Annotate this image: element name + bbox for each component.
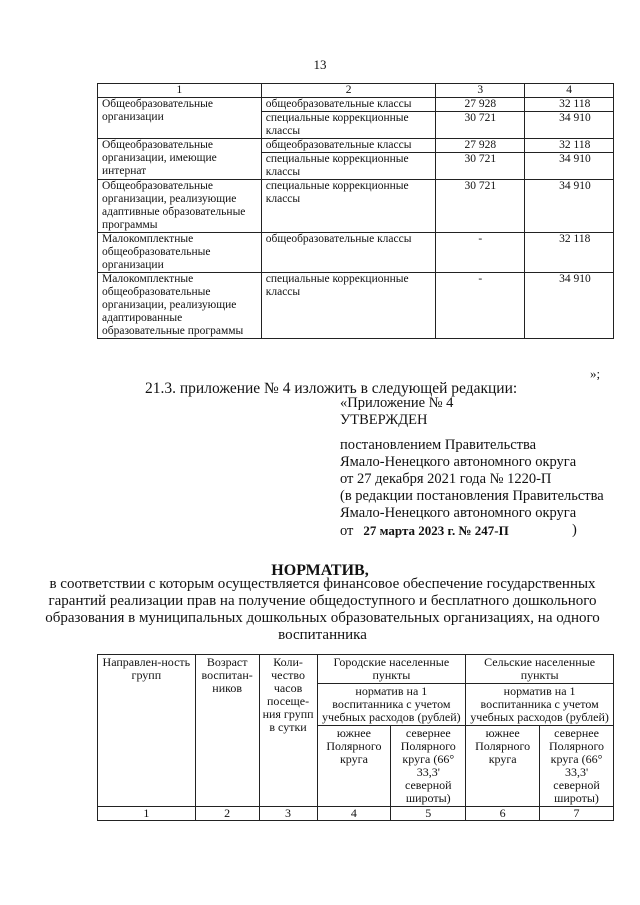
closing-quote: »; (590, 366, 601, 381)
approval-header (340, 395, 453, 429)
value-cell: 34 910 (525, 112, 614, 139)
urban-south-header: южнее Полярного круга (317, 726, 391, 807)
approval-block (340, 437, 604, 540)
rural-norm-header: норматив на 1 воспитанника с учетом учебных расходов (рублей) (466, 684, 614, 726)
header-cell: 1 (98, 84, 262, 98)
value-cell: 34 910 (525, 273, 614, 339)
table-row (98, 180, 614, 233)
table-row (98, 273, 614, 339)
value-cell: 34 910 (525, 180, 614, 233)
value-cell: 30 721 (436, 180, 525, 233)
column-number: 3 (259, 807, 317, 821)
value-cell: 32 118 (525, 98, 614, 112)
column-number-row (98, 807, 614, 821)
value-cell: 27 928 (436, 139, 525, 153)
approval-line: Ямало-Ненецкого автономного округа (340, 454, 577, 470)
value-cell: - (436, 273, 525, 339)
header-cell: 2 (261, 84, 436, 98)
page-number: 13 (313, 57, 327, 72)
value-cell: 32 118 (525, 139, 614, 153)
class-type-cell: общеобразовательные классы (261, 139, 436, 153)
column-number: 7 (540, 807, 614, 821)
org-type-cell: Общеобразовательные организации, реализующие адаптивные образовательные программы (98, 180, 262, 233)
value-cell: - (436, 233, 525, 273)
rural-north-header: севернее Полярного круга (66° 33,3' северной широты) (540, 726, 614, 807)
value-cell: 34 910 (525, 153, 614, 180)
amendment-date: 27 марта 2023 г. № 247-П (363, 523, 509, 538)
value-cell: 30 721 (436, 153, 525, 180)
approval-date-line (340, 522, 604, 540)
class-type-cell: специальные коррекционные классы (261, 112, 436, 139)
approved-label: УТВЕРЖДЕН (340, 412, 428, 428)
normative-table (97, 654, 614, 821)
class-type-cell: общеобразовательные классы (261, 98, 436, 112)
approval-line: от 27 декабря 2021 года № 1220-П (340, 471, 552, 487)
urban-north-header: севернее Полярного круга (66° 33,3' северной широты) (391, 726, 466, 807)
approval-line: Ямало-Ненецкого автономного округа (340, 505, 577, 521)
column-number: 4 (317, 807, 391, 821)
normative-title: НОРМАТИВ, (271, 562, 369, 579)
org-type-cell: Малокомплектные общеобразовательные организации (98, 233, 262, 273)
org-type-cell: Общеобразовательные организации, имеющие интернат (98, 139, 262, 180)
age-header: Возраст воспитан-ников (195, 655, 259, 807)
column-number: 6 (466, 807, 540, 821)
amendment-paragraph: 21.3. приложение № 4 изложить в следующей редакции: (145, 380, 518, 397)
date-prefix: от (340, 523, 354, 539)
org-type-cell: Малокомплектные общеобразовательные организации, реализующие адаптированные образовательные программы (98, 273, 262, 339)
column-number: 1 (98, 807, 196, 821)
approval-line: постановлением Правительства (340, 437, 537, 453)
rural-south-header: южнее Полярного круга (466, 726, 540, 807)
column-number: 2 (195, 807, 259, 821)
urban-norm-header: норматив на 1 воспитанника с учетом учебных расходов (рублей) (317, 684, 466, 726)
direction-header: Направлен-ность групп (98, 655, 196, 807)
value-cell: 32 118 (525, 233, 614, 273)
class-type-cell: специальные коррекционные классы (261, 273, 436, 339)
header-cell: 4 (525, 84, 614, 98)
class-type-cell: общеобразовательные классы (261, 233, 436, 273)
hours-header: Коли-чество часов посеще-ния групп в сутки (259, 655, 317, 807)
org-type-cell: Общеобразовательные организации (98, 98, 262, 139)
value-cell: 27 928 (436, 98, 525, 112)
class-type-cell: специальные коррекционные классы (261, 153, 436, 180)
table-row (98, 139, 614, 153)
urban-header: Городские населенные пункты (317, 655, 466, 684)
table-header-row (98, 655, 614, 684)
approval-line: (в редакции постановления Правительства (340, 488, 604, 504)
closing-paren: ) (572, 522, 577, 538)
class-type-cell: специальные коррекционные классы (261, 180, 436, 233)
rural-header: Сельские населенные пункты (466, 655, 614, 684)
appendix-label: «Приложение № 4 (340, 395, 454, 411)
column-number: 5 (391, 807, 466, 821)
funding-table (97, 83, 614, 339)
header-cell: 3 (436, 84, 525, 98)
value-cell: 30 721 (436, 112, 525, 139)
table-header-row (98, 84, 614, 98)
normative-subtitle: в соответствии с которым осуществляется финансовое обеспечение государственных гарантий реализации прав на получение общедоступного и бесплатного дошкольного образования в муниципальных дошкольных образовательных организациях, на одного воспитанника (45, 576, 600, 643)
table-row (98, 233, 614, 273)
table-row (98, 98, 614, 112)
